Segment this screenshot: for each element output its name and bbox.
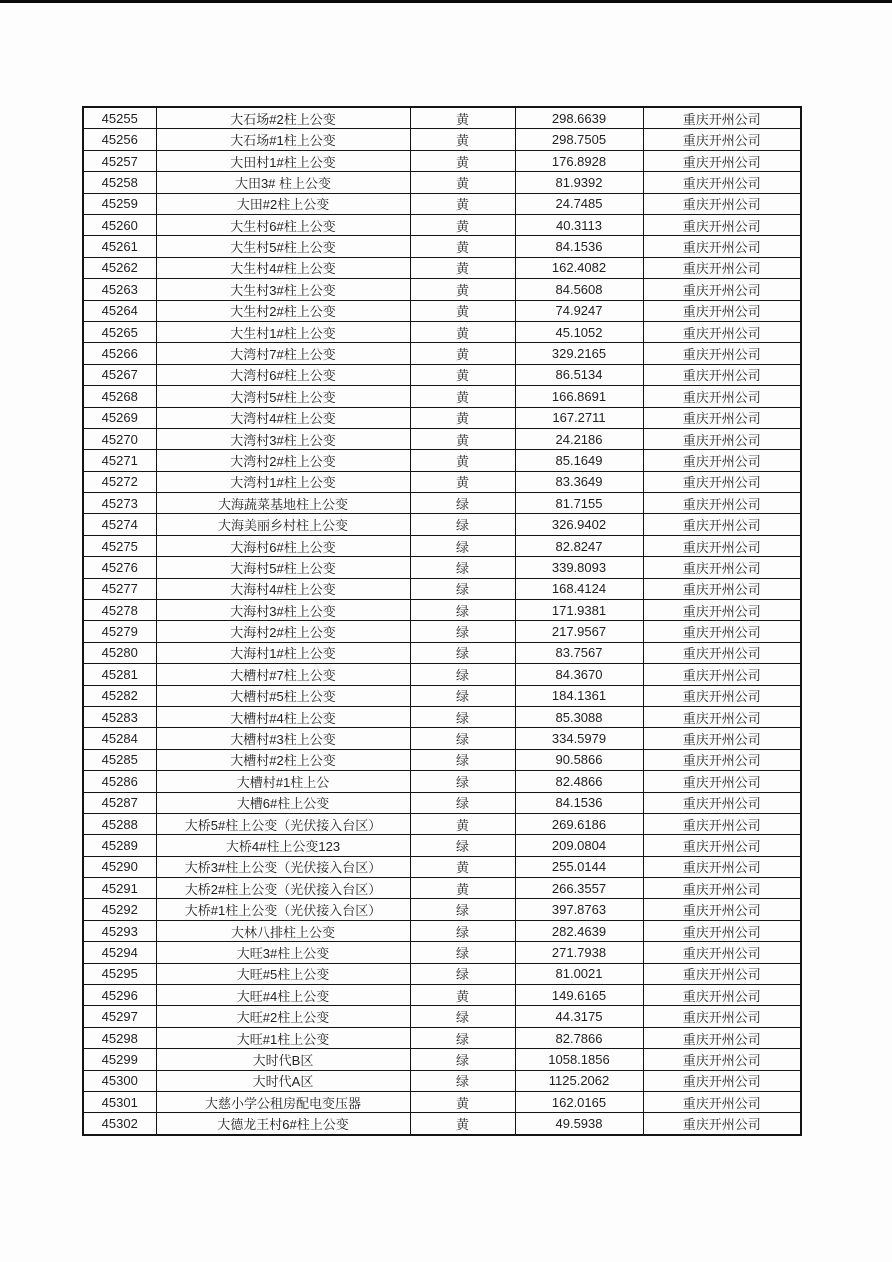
row-id-cell: 45288	[83, 813, 156, 834]
table-row	[83, 150, 801, 171]
company-cell: 重庆开州公司	[643, 150, 801, 171]
company-cell: 重庆开州公司	[643, 343, 801, 364]
capacity-value-cell: 176.8928	[515, 150, 643, 171]
capacity-value-cell: 168.4124	[515, 578, 643, 599]
row-id-cell: 45283	[83, 706, 156, 727]
capacity-value-cell: 90.5866	[515, 749, 643, 770]
row-id-cell: 45300	[83, 1070, 156, 1091]
row-id-cell: 45258	[83, 172, 156, 193]
device-name-cell: 大生村4#柱上公变	[156, 257, 410, 278]
capacity-value-cell: 149.6165	[515, 985, 643, 1006]
device-name-cell: 大湾村3#柱上公变	[156, 428, 410, 449]
row-id-cell: 45289	[83, 835, 156, 856]
table-row	[83, 514, 801, 535]
row-id-cell: 45284	[83, 728, 156, 749]
company-cell: 重庆开州公司	[643, 129, 801, 150]
device-name-cell: 大时代A区	[156, 1070, 410, 1091]
capacity-value-cell: 334.5979	[515, 728, 643, 749]
company-cell: 重庆开州公司	[643, 535, 801, 556]
row-id-cell: 45262	[83, 257, 156, 278]
row-id-cell: 45269	[83, 407, 156, 428]
company-cell: 重庆开州公司	[643, 279, 801, 300]
row-id-cell: 45287	[83, 792, 156, 813]
status-flag-cell: 绿	[410, 942, 515, 963]
status-flag-cell: 黄	[410, 856, 515, 877]
table-row	[83, 792, 801, 813]
device-name-cell: 大槽村#4柱上公变	[156, 706, 410, 727]
table-row	[83, 107, 801, 129]
status-flag-cell: 黄	[410, 257, 515, 278]
device-name-cell: 大生村6#柱上公变	[156, 214, 410, 235]
device-name-cell: 大海村2#柱上公变	[156, 621, 410, 642]
table-row	[83, 279, 801, 300]
table-row	[83, 664, 801, 685]
device-name-cell: 大桥5#柱上公变（光伏接入台区）	[156, 813, 410, 834]
table-row	[83, 642, 801, 663]
row-id-cell: 45265	[83, 321, 156, 342]
table-row	[83, 214, 801, 235]
row-id-cell: 45261	[83, 236, 156, 257]
device-name-cell: 大湾村5#柱上公变	[156, 386, 410, 407]
device-name-cell: 大桥4#柱上公变123	[156, 835, 410, 856]
device-name-cell: 大湾村4#柱上公变	[156, 407, 410, 428]
device-name-cell: 大槽村#2柱上公变	[156, 749, 410, 770]
device-name-cell: 大槽村#5柱上公变	[156, 685, 410, 706]
row-id-cell: 45255	[83, 107, 156, 129]
device-name-cell: 大海村6#柱上公变	[156, 535, 410, 556]
row-id-cell: 45280	[83, 642, 156, 663]
company-cell: 重庆开州公司	[643, 985, 801, 1006]
device-name-cell: 大生村2#柱上公变	[156, 300, 410, 321]
status-flag-cell: 绿	[410, 963, 515, 984]
company-cell: 重庆开州公司	[643, 407, 801, 428]
row-id-cell: 45285	[83, 749, 156, 770]
company-cell: 重庆开州公司	[643, 792, 801, 813]
table-row	[83, 321, 801, 342]
status-flag-cell: 黄	[410, 107, 515, 129]
status-flag-cell: 绿	[410, 621, 515, 642]
table-row	[83, 1092, 801, 1113]
row-id-cell: 45301	[83, 1092, 156, 1113]
row-id-cell: 45272	[83, 471, 156, 492]
device-name-cell: 大海村5#柱上公变	[156, 557, 410, 578]
status-flag-cell: 绿	[410, 792, 515, 813]
capacity-value-cell: 339.8093	[515, 557, 643, 578]
table-row	[83, 706, 801, 727]
status-flag-cell: 黄	[410, 214, 515, 235]
company-cell: 重庆开州公司	[643, 899, 801, 920]
company-cell: 重庆开州公司	[643, 321, 801, 342]
capacity-value-cell: 83.3649	[515, 471, 643, 492]
capacity-value-cell: 84.3670	[515, 664, 643, 685]
row-id-cell: 45273	[83, 493, 156, 514]
capacity-value-cell: 1058.1856	[515, 1049, 643, 1070]
table-row	[83, 985, 801, 1006]
table-row	[83, 450, 801, 471]
table-row	[83, 835, 801, 856]
status-flag-cell: 黄	[410, 129, 515, 150]
row-id-cell: 45281	[83, 664, 156, 685]
row-id-cell: 45275	[83, 535, 156, 556]
status-flag-cell: 黄	[410, 193, 515, 214]
transformer-table	[82, 106, 802, 1136]
status-flag-cell: 黄	[410, 428, 515, 449]
capacity-value-cell: 81.0021	[515, 963, 643, 984]
company-cell: 重庆开州公司	[643, 920, 801, 941]
capacity-value-cell: 209.0804	[515, 835, 643, 856]
status-flag-cell: 黄	[410, 813, 515, 834]
row-id-cell: 45296	[83, 985, 156, 1006]
status-flag-cell: 绿	[410, 706, 515, 727]
table-row	[83, 813, 801, 834]
table-row	[83, 942, 801, 963]
table-row	[83, 193, 801, 214]
table-row	[83, 343, 801, 364]
status-flag-cell: 绿	[410, 920, 515, 941]
capacity-value-cell: 24.2186	[515, 428, 643, 449]
device-name-cell: 大生村3#柱上公变	[156, 279, 410, 300]
row-id-cell: 45266	[83, 343, 156, 364]
company-cell: 重庆开州公司	[643, 1070, 801, 1091]
status-flag-cell: 黄	[410, 407, 515, 428]
status-flag-cell: 绿	[410, 1049, 515, 1070]
status-flag-cell: 绿	[410, 749, 515, 770]
company-cell: 重庆开州公司	[643, 813, 801, 834]
table-body	[83, 107, 801, 1135]
company-cell: 重庆开州公司	[643, 706, 801, 727]
capacity-value-cell: 162.0165	[515, 1092, 643, 1113]
status-flag-cell: 绿	[410, 835, 515, 856]
device-name-cell: 大时代B区	[156, 1049, 410, 1070]
device-name-cell: 大田#2柱上公变	[156, 193, 410, 214]
device-name-cell: 大槽村#1柱上公	[156, 771, 410, 792]
row-id-cell: 45294	[83, 942, 156, 963]
capacity-value-cell: 1125.2062	[515, 1070, 643, 1091]
company-cell: 重庆开州公司	[643, 300, 801, 321]
table-row	[83, 621, 801, 642]
capacity-value-cell: 49.5938	[515, 1113, 643, 1135]
capacity-value-cell: 271.7938	[515, 942, 643, 963]
row-id-cell: 45295	[83, 963, 156, 984]
table-row	[83, 578, 801, 599]
company-cell: 重庆开州公司	[643, 685, 801, 706]
table-row	[83, 1027, 801, 1048]
table-row	[83, 364, 801, 385]
row-id-cell: 45257	[83, 150, 156, 171]
row-id-cell: 45264	[83, 300, 156, 321]
status-flag-cell: 黄	[410, 279, 515, 300]
company-cell: 重庆开州公司	[643, 107, 801, 129]
row-id-cell: 45263	[83, 279, 156, 300]
company-cell: 重庆开州公司	[643, 514, 801, 535]
row-id-cell: 45271	[83, 450, 156, 471]
status-flag-cell: 绿	[410, 685, 515, 706]
device-name-cell: 大桥#1柱上公变（光伏接入台区）	[156, 899, 410, 920]
company-cell: 重庆开州公司	[643, 942, 801, 963]
capacity-value-cell: 255.0144	[515, 856, 643, 877]
capacity-value-cell: 82.7866	[515, 1027, 643, 1048]
company-cell: 重庆开州公司	[643, 771, 801, 792]
capacity-value-cell: 85.3088	[515, 706, 643, 727]
table-row	[83, 236, 801, 257]
device-name-cell: 大海蔬菜基地柱上公变	[156, 493, 410, 514]
company-cell: 重庆开州公司	[643, 257, 801, 278]
status-flag-cell: 黄	[410, 1113, 515, 1135]
company-cell: 重庆开州公司	[643, 642, 801, 663]
row-id-cell: 45274	[83, 514, 156, 535]
company-cell: 重庆开州公司	[643, 450, 801, 471]
status-flag-cell: 绿	[410, 771, 515, 792]
table-row	[83, 386, 801, 407]
table-row	[83, 172, 801, 193]
status-flag-cell: 绿	[410, 664, 515, 685]
company-cell: 重庆开州公司	[643, 1113, 801, 1135]
device-name-cell: 大林八排柱上公变	[156, 920, 410, 941]
capacity-value-cell: 81.9392	[515, 172, 643, 193]
capacity-value-cell: 397.8763	[515, 899, 643, 920]
company-cell: 重庆开州公司	[643, 600, 801, 621]
status-flag-cell: 绿	[410, 514, 515, 535]
top-edge-bar	[0, 0, 892, 3]
status-flag-cell: 黄	[410, 450, 515, 471]
table-row	[83, 1006, 801, 1027]
company-cell: 重庆开州公司	[643, 214, 801, 235]
row-id-cell: 45293	[83, 920, 156, 941]
table-row	[83, 407, 801, 428]
table-row	[83, 428, 801, 449]
table-row	[83, 856, 801, 877]
status-flag-cell: 黄	[410, 878, 515, 899]
device-name-cell: 大旺3#柱上公变	[156, 942, 410, 963]
status-flag-cell: 绿	[410, 728, 515, 749]
row-id-cell: 45268	[83, 386, 156, 407]
status-flag-cell: 黄	[410, 364, 515, 385]
capacity-value-cell: 167.2711	[515, 407, 643, 428]
row-id-cell: 45292	[83, 899, 156, 920]
table-row	[83, 471, 801, 492]
company-cell: 重庆开州公司	[643, 963, 801, 984]
capacity-value-cell: 184.1361	[515, 685, 643, 706]
capacity-value-cell: 44.3175	[515, 1006, 643, 1027]
table-row	[83, 1113, 801, 1135]
device-name-cell: 大海美丽乡村柱上公变	[156, 514, 410, 535]
table-row	[83, 1049, 801, 1070]
table-row	[83, 493, 801, 514]
status-flag-cell: 黄	[410, 386, 515, 407]
device-name-cell: 大石场#2柱上公变	[156, 107, 410, 129]
status-flag-cell: 绿	[410, 1006, 515, 1027]
device-name-cell: 大海村1#柱上公变	[156, 642, 410, 663]
company-cell: 重庆开州公司	[643, 728, 801, 749]
company-cell: 重庆开州公司	[643, 493, 801, 514]
table-row	[83, 920, 801, 941]
status-flag-cell: 绿	[410, 493, 515, 514]
status-flag-cell: 绿	[410, 600, 515, 621]
capacity-value-cell: 329.2165	[515, 343, 643, 364]
table-row	[83, 878, 801, 899]
company-cell: 重庆开州公司	[643, 664, 801, 685]
capacity-value-cell: 82.4866	[515, 771, 643, 792]
company-cell: 重庆开州公司	[643, 471, 801, 492]
company-cell: 重庆开州公司	[643, 172, 801, 193]
device-name-cell: 大槽村#7柱上公变	[156, 664, 410, 685]
status-flag-cell: 黄	[410, 471, 515, 492]
capacity-value-cell: 269.6186	[515, 813, 643, 834]
status-flag-cell: 黄	[410, 236, 515, 257]
table-row	[83, 1070, 801, 1091]
row-id-cell: 45290	[83, 856, 156, 877]
table-row	[83, 728, 801, 749]
company-cell: 重庆开州公司	[643, 878, 801, 899]
table-row	[83, 257, 801, 278]
row-id-cell: 45299	[83, 1049, 156, 1070]
table-row	[83, 771, 801, 792]
device-name-cell: 大慈小学公租房配电变压器	[156, 1092, 410, 1113]
device-name-cell: 大旺#1柱上公变	[156, 1027, 410, 1048]
device-name-cell: 大湾村2#柱上公变	[156, 450, 410, 471]
device-name-cell: 大海村3#柱上公变	[156, 600, 410, 621]
company-cell: 重庆开州公司	[643, 428, 801, 449]
row-id-cell: 45260	[83, 214, 156, 235]
status-flag-cell: 绿	[410, 1070, 515, 1091]
capacity-value-cell: 74.9247	[515, 300, 643, 321]
device-name-cell: 大桥2#柱上公变（光伏接入台区）	[156, 878, 410, 899]
device-name-cell: 大生村5#柱上公变	[156, 236, 410, 257]
capacity-value-cell: 40.3113	[515, 214, 643, 235]
device-name-cell: 大旺#5柱上公变	[156, 963, 410, 984]
table-row	[83, 557, 801, 578]
row-id-cell: 45277	[83, 578, 156, 599]
status-flag-cell: 黄	[410, 343, 515, 364]
device-name-cell: 大湾村6#柱上公变	[156, 364, 410, 385]
device-name-cell: 大田村1#柱上公变	[156, 150, 410, 171]
table-row	[83, 535, 801, 556]
capacity-value-cell: 85.1649	[515, 450, 643, 471]
capacity-value-cell: 86.5134	[515, 364, 643, 385]
capacity-value-cell: 81.7155	[515, 493, 643, 514]
capacity-value-cell: 217.9567	[515, 621, 643, 642]
row-id-cell: 45282	[83, 685, 156, 706]
table-row	[83, 129, 801, 150]
device-name-cell: 大槽6#柱上公变	[156, 792, 410, 813]
capacity-value-cell: 83.7567	[515, 642, 643, 663]
status-flag-cell: 黄	[410, 321, 515, 342]
capacity-value-cell: 84.1536	[515, 236, 643, 257]
company-cell: 重庆开州公司	[643, 1006, 801, 1027]
device-name-cell: 大旺#2柱上公变	[156, 1006, 410, 1027]
row-id-cell: 45297	[83, 1006, 156, 1027]
table-row	[83, 600, 801, 621]
capacity-value-cell: 84.5608	[515, 279, 643, 300]
device-name-cell: 大德龙王村6#柱上公变	[156, 1113, 410, 1135]
table-row	[83, 300, 801, 321]
capacity-value-cell: 166.8691	[515, 386, 643, 407]
table-row	[83, 899, 801, 920]
row-id-cell: 45267	[83, 364, 156, 385]
row-id-cell: 45291	[83, 878, 156, 899]
capacity-value-cell: 24.7485	[515, 193, 643, 214]
row-id-cell: 45276	[83, 557, 156, 578]
capacity-value-cell: 298.7505	[515, 129, 643, 150]
capacity-value-cell: 326.9402	[515, 514, 643, 535]
status-flag-cell: 绿	[410, 899, 515, 920]
company-cell: 重庆开州公司	[643, 364, 801, 385]
device-name-cell: 大湾村7#柱上公变	[156, 343, 410, 364]
row-id-cell: 45256	[83, 129, 156, 150]
company-cell: 重庆开州公司	[643, 1049, 801, 1070]
company-cell: 重庆开州公司	[643, 557, 801, 578]
company-cell: 重庆开州公司	[643, 578, 801, 599]
table-row	[83, 685, 801, 706]
status-flag-cell: 黄	[410, 300, 515, 321]
row-id-cell: 45286	[83, 771, 156, 792]
status-flag-cell: 绿	[410, 535, 515, 556]
row-id-cell: 45298	[83, 1027, 156, 1048]
status-flag-cell: 黄	[410, 1092, 515, 1113]
status-flag-cell: 绿	[410, 578, 515, 599]
capacity-value-cell: 82.8247	[515, 535, 643, 556]
device-name-cell: 大槽村#3柱上公变	[156, 728, 410, 749]
capacity-value-cell: 266.3557	[515, 878, 643, 899]
status-flag-cell: 黄	[410, 985, 515, 1006]
device-name-cell: 大生村1#柱上公变	[156, 321, 410, 342]
capacity-value-cell: 45.1052	[515, 321, 643, 342]
company-cell: 重庆开州公司	[643, 1092, 801, 1113]
table-row	[83, 963, 801, 984]
capacity-value-cell: 298.6639	[515, 107, 643, 129]
company-cell: 重庆开州公司	[643, 856, 801, 877]
device-name-cell: 大桥3#柱上公变（光伏接入台区）	[156, 856, 410, 877]
company-cell: 重庆开州公司	[643, 621, 801, 642]
row-id-cell: 45302	[83, 1113, 156, 1135]
row-id-cell: 45279	[83, 621, 156, 642]
capacity-value-cell: 162.4082	[515, 257, 643, 278]
device-name-cell: 大旺#4柱上公变	[156, 985, 410, 1006]
device-name-cell: 大田3# 柱上公变	[156, 172, 410, 193]
device-name-cell: 大湾村1#柱上公变	[156, 471, 410, 492]
table-row	[83, 749, 801, 770]
row-id-cell: 45270	[83, 428, 156, 449]
device-name-cell: 大石场#1柱上公变	[156, 129, 410, 150]
device-name-cell: 大海村4#柱上公变	[156, 578, 410, 599]
status-flag-cell: 黄	[410, 172, 515, 193]
status-flag-cell: 绿	[410, 642, 515, 663]
company-cell: 重庆开州公司	[643, 236, 801, 257]
company-cell: 重庆开州公司	[643, 386, 801, 407]
company-cell: 重庆开州公司	[643, 835, 801, 856]
status-flag-cell: 绿	[410, 557, 515, 578]
capacity-value-cell: 282.4639	[515, 920, 643, 941]
capacity-value-cell: 171.9381	[515, 600, 643, 621]
row-id-cell: 45278	[83, 600, 156, 621]
company-cell: 重庆开州公司	[643, 749, 801, 770]
company-cell: 重庆开州公司	[643, 193, 801, 214]
row-id-cell: 45259	[83, 193, 156, 214]
status-flag-cell: 黄	[410, 150, 515, 171]
status-flag-cell: 绿	[410, 1027, 515, 1048]
company-cell: 重庆开州公司	[643, 1027, 801, 1048]
capacity-value-cell: 84.1536	[515, 792, 643, 813]
